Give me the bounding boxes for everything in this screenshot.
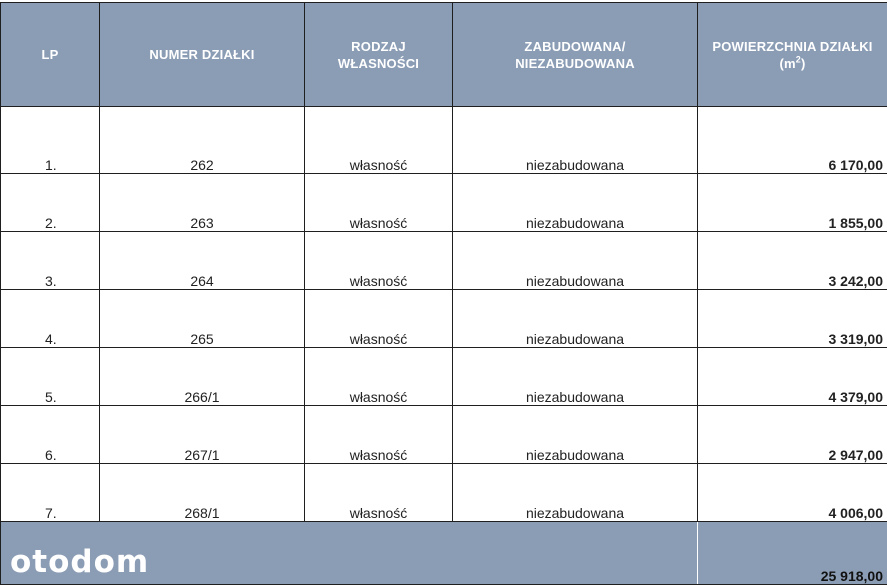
total-area: 25 918,00	[698, 522, 887, 585]
cell-number: 265	[100, 290, 305, 348]
cell-ownership: własność	[305, 232, 453, 290]
plots-table	[0, 2, 887, 585]
header-ownership: RODZAJ WŁASNOŚCI	[305, 3, 453, 107]
cell-area: 4 006,00	[698, 464, 887, 522]
table-row	[1, 406, 887, 464]
header-number: NUMER DZIAŁKI	[100, 3, 305, 107]
cell-number: 263	[100, 174, 305, 232]
cell-ownership: własność	[305, 406, 453, 464]
cell-built: niezabudowana	[453, 406, 698, 464]
cell-area: 2 947,00	[698, 406, 887, 464]
cell-number: 267/1	[100, 406, 305, 464]
otodom-logo: otodom	[10, 544, 149, 580]
cell-ownership: własność	[305, 107, 453, 174]
header-built: ZABUDOWANA/ NIEZABUDOWANA	[453, 3, 698, 107]
cell-lp: 2.	[1, 174, 100, 232]
cell-ownership: własność	[305, 174, 453, 232]
cell-area: 4 379,00	[698, 348, 887, 406]
cell-area: 3 242,00	[698, 232, 887, 290]
cell-built: niezabudowana	[453, 174, 698, 232]
cell-number: 262	[100, 107, 305, 174]
header-area: POWIERZCHNIA DZIAŁKI $(m^2)$	[698, 3, 887, 107]
cell-ownership: własność	[305, 290, 453, 348]
cell-lp: 6.	[1, 406, 100, 464]
cell-built: niezabudowana	[453, 348, 698, 406]
header-lp: LP	[1, 3, 100, 107]
table-row	[1, 107, 887, 174]
table-row	[1, 348, 887, 406]
cell-area: 1 855,00	[698, 174, 887, 232]
cell-ownership: własność	[305, 464, 453, 522]
cell-built: niezabudowana	[453, 107, 698, 174]
header-row	[1, 3, 887, 107]
table-row	[1, 174, 887, 232]
cell-lp: 4.	[1, 290, 100, 348]
cell-built: niezabudowana	[453, 464, 698, 522]
table-row	[1, 232, 887, 290]
cell-built: niezabudowana	[453, 232, 698, 290]
table-row	[1, 290, 887, 348]
cell-lp: 5.	[1, 348, 100, 406]
cell-area: 3 319,00	[698, 290, 887, 348]
cell-built: niezabudowana	[453, 290, 698, 348]
cell-lp: 3.	[1, 232, 100, 290]
cell-lp: 1.	[1, 107, 100, 174]
cell-lp: 7.	[1, 464, 100, 522]
cell-number: 266/1	[100, 348, 305, 406]
cell-number: 268/1	[100, 464, 305, 522]
cell-number: 264	[100, 232, 305, 290]
cell-ownership: własność	[305, 348, 453, 406]
cell-area: 6 170,00	[698, 107, 887, 174]
table-row	[1, 464, 887, 522]
